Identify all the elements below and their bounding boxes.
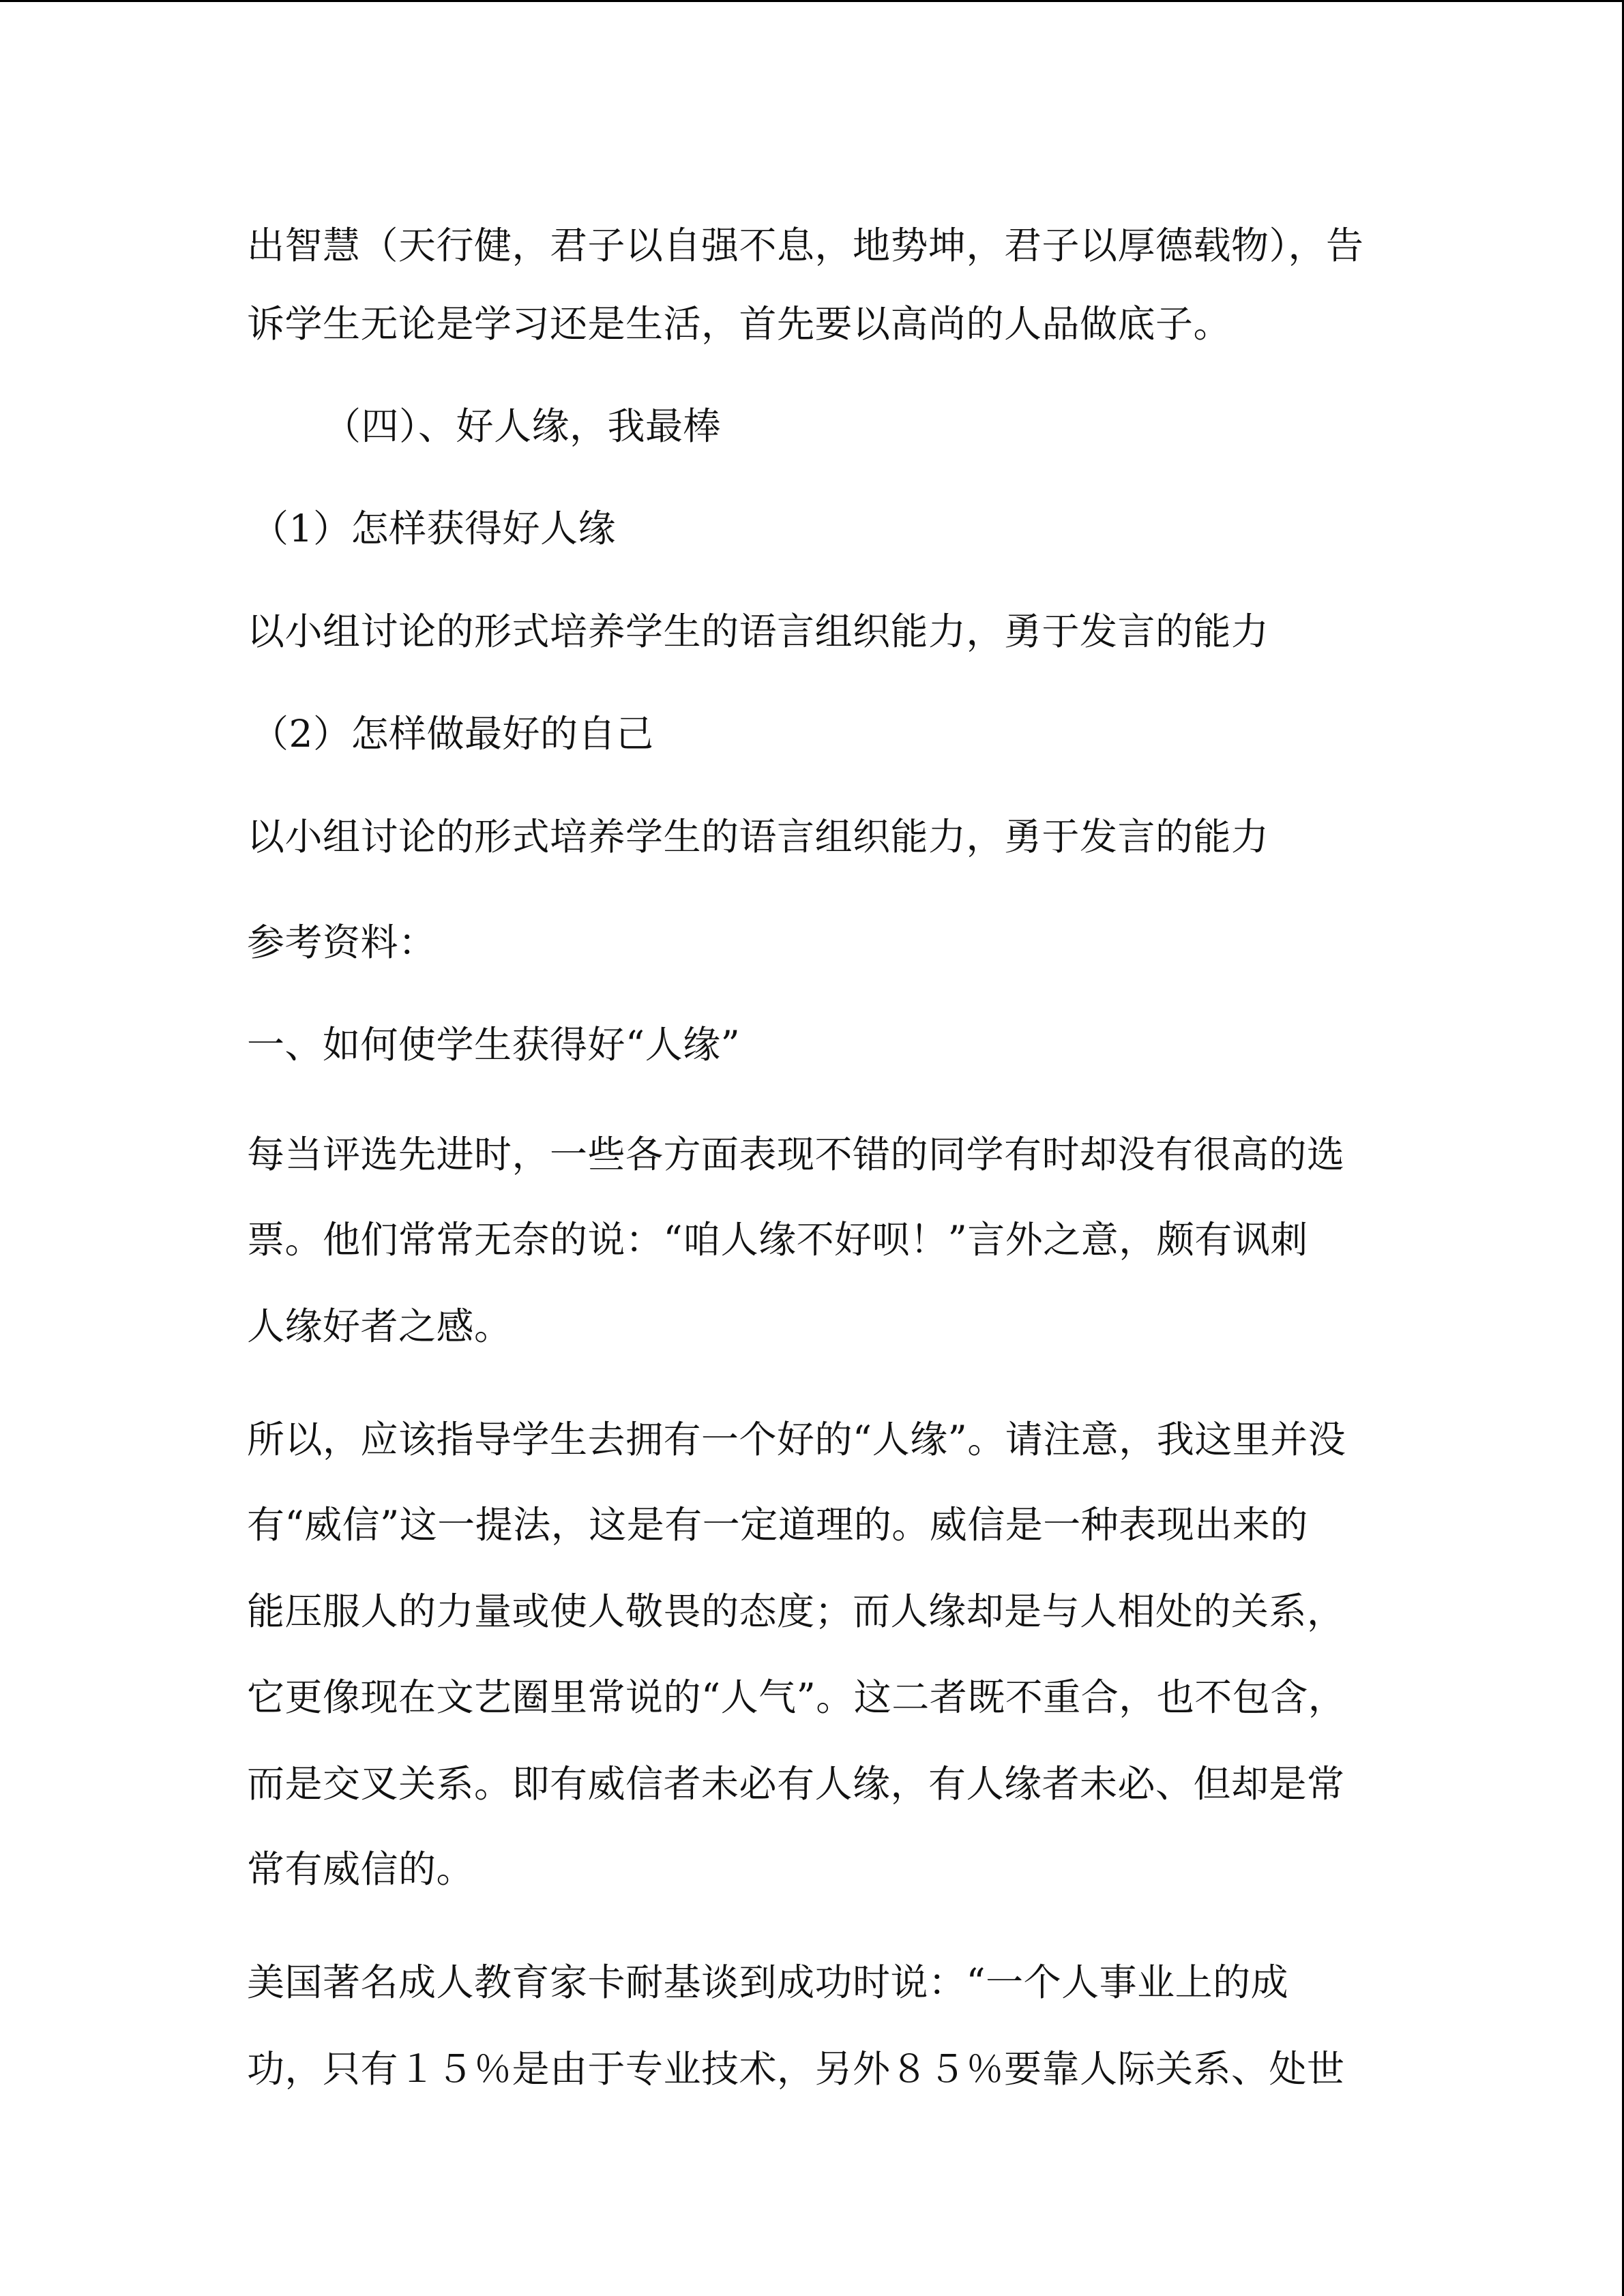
paragraph-line: 人缘好者之感。: [247, 1304, 512, 1348]
section-heading: 一、如何使学生获得好“人缘”: [247, 1023, 741, 1067]
paragraph-line: 有“威信”这一提法，这是有一定道理的。威信是一种表现出来的: [247, 1503, 1308, 1547]
subsection-heading: （2）怎样做最好的自己: [251, 712, 654, 756]
paragraph-line: 以小组讨论的形式培养学生的语言组织能力，勇于发言的能力: [247, 610, 1269, 653]
paragraph-line: 每当评选先进时，一些各方面表现不错的同学有时却没有很高的选: [247, 1133, 1345, 1176]
paragraph-line: 而是交叉关系。即有威信者未必有人缘，有人缘者未必、但却是常: [247, 1762, 1345, 1806]
paragraph-line: 美国著名成人教育家卡耐基谈到成功时说：“一个人事业上的成: [247, 1960, 1289, 2004]
references-heading: 参考资料：: [247, 921, 437, 964]
paragraph-line: 功，只有１５％是由于专业技术，另外８５％要靠人际关系、处世: [247, 2047, 1345, 2091]
paragraph-line: 所以，应该指导学生去拥有一个好的“人缘”。请注意，我这里并没: [247, 1418, 1346, 1461]
paragraph-line: 以小组讨论的形式培养学生的语言组织能力，勇于发言的能力: [247, 815, 1269, 859]
paragraph-line: 能压服人的力量或使人敬畏的态度；而人缘却是与人相处的关系，: [247, 1590, 1345, 1633]
paragraph-line: 常有威信的。: [247, 1847, 475, 1891]
paragraph-line: 出智慧（天行健，君子以自强不息，地势坤，君子以厚德载物），告: [247, 224, 1364, 267]
paragraph-line: 票。他们常常无奈的说：“咱人缘不好呗！”言外之意，颇有讽刺: [247, 1218, 1308, 1262]
subsection-heading: （1）怎样获得好人缘: [251, 507, 616, 550]
paragraph-line: 它更像现在文艺圈里常说的“人气”。这二者既不重合，也不包含，: [247, 1675, 1346, 1719]
paragraph-line: 诉学生无论是学习还是生活，首先要以高尚的人品做底子。: [247, 302, 1232, 346]
section-heading: （四）、好人缘，我最棒: [323, 404, 722, 448]
